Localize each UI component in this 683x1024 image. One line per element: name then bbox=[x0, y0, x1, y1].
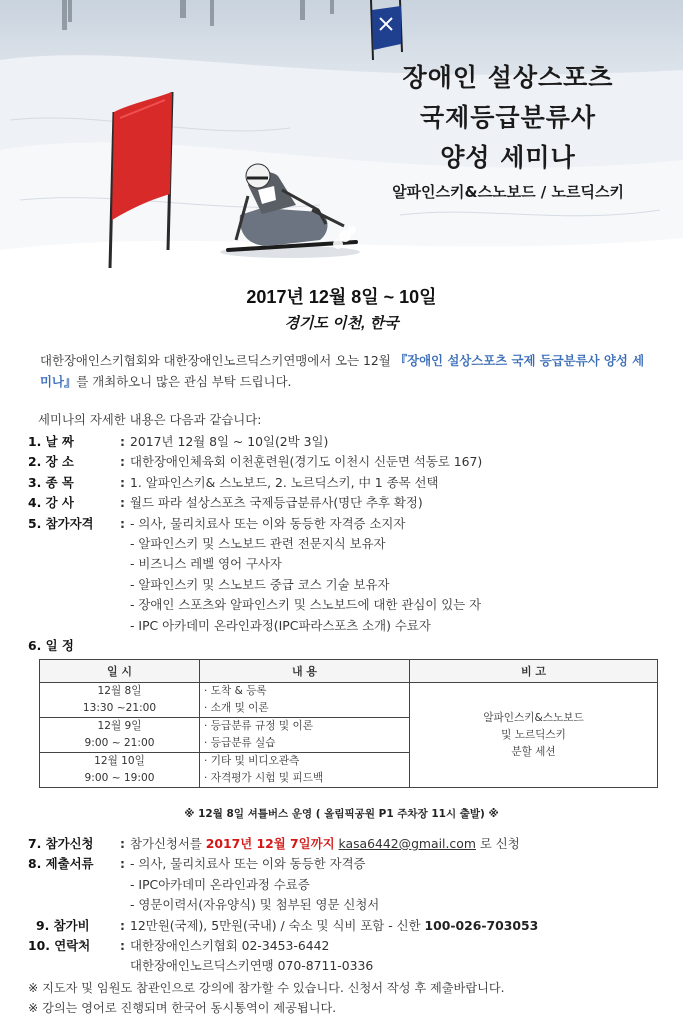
qualification-item: - IPC 아카데미 온라인과정(IPC파라스포츠 소개) 수료자 bbox=[130, 617, 431, 633]
schedule-date: 12월 10일 bbox=[94, 755, 145, 767]
docs-label: 8. 제출서류 bbox=[28, 856, 94, 872]
apply-email-link[interactable]: kasa6442@gmail.com bbox=[338, 836, 476, 851]
detail-value: 월드 파라 설상스포츠 국제등급분류사(명단 추후 확정) bbox=[130, 495, 423, 511]
docs-item: - 영문이력서(자유양식) 및 첨부된 영문 신청서 bbox=[130, 897, 380, 913]
schedule-note-line: 알파인스키&스노보드 bbox=[483, 711, 584, 724]
apply-row: 7. 참가신청 : 참가신청서를 2017년 12월 7일까지 kasa6442@gmail.com 로 신청 bbox=[28, 834, 673, 854]
title-subtitle: 알파인스키&스노보드 / 노르딕스키 bbox=[392, 183, 624, 201]
schedule-header-content: 내 용 bbox=[200, 660, 410, 683]
schedule-datetime bbox=[40, 753, 200, 788]
fee-label: 9. 참가비 bbox=[36, 917, 90, 933]
footnote: ※ 강의는 영어로 진행되며 한국어 동시통역이 제공됩니다. bbox=[28, 1001, 337, 1015]
schedule-note bbox=[410, 683, 658, 788]
detail-label: 4. 강 사 bbox=[28, 495, 74, 511]
apply-deadline: 2017년 12월 7일까지 bbox=[205, 836, 335, 851]
schedule-time: 13:30 ~21:00 bbox=[82, 702, 157, 714]
schedule-content bbox=[200, 718, 410, 753]
schedule-note-line: 및 노르딕스키 bbox=[501, 728, 566, 741]
schedule-content bbox=[200, 753, 410, 788]
event-date: 2017년 12월 8일 ~ 10일 bbox=[246, 287, 437, 307]
qualification-item: - 알파인스키 및 스노보드 중급 코스 기술 보유자 bbox=[130, 576, 390, 592]
qualification-item: - 비즈니스 레벨 영어 구사자 bbox=[130, 556, 282, 572]
application-details bbox=[28, 834, 673, 977]
schedule-header-row bbox=[40, 660, 658, 683]
footnotes bbox=[28, 978, 673, 1018]
schedule-note-line: 분할 세션 bbox=[511, 745, 556, 758]
detail-row-schedule bbox=[28, 636, 668, 656]
contact-line: 대한장애인스키협회 02-3453-6442 bbox=[130, 938, 330, 954]
hero-banner bbox=[0, 0, 683, 280]
intro-text-after: 를 개최하오니 많은 관심 부탁 드립니다. bbox=[76, 374, 292, 389]
schedule-date: 12월 8일 bbox=[97, 685, 142, 697]
detail-label: 2. 장 소 bbox=[28, 454, 74, 470]
detail-label: 6. 일 정 bbox=[28, 638, 74, 654]
seminar-title-block bbox=[363, 58, 653, 206]
qualification-item: - 알파인스키 및 스노보드 관련 전문지식 보유자 bbox=[130, 536, 386, 552]
detail-label: 5. 참가자격 bbox=[28, 515, 94, 531]
intro-paragraph bbox=[40, 350, 655, 392]
schedule-row bbox=[40, 683, 658, 718]
schedule-time: 9:00 ~ 19:00 bbox=[84, 772, 155, 784]
event-place: 경기도 이천, 한국 bbox=[284, 315, 399, 332]
footnote: ※ 지도자 및 임원도 참관인으로 강의에 참가할 수 있습니다. 신청서 작성 후 제출바랍니다. bbox=[28, 981, 505, 995]
detail-row-venue: 2. 장 소 : 대한장애인체육회 이천훈련원(경기도 이천시 신둔면 석동로 167) bbox=[28, 452, 668, 472]
schedule-activity: · 도착 & 등록 bbox=[204, 685, 267, 697]
schedule-content bbox=[200, 683, 410, 718]
schedule-datetime bbox=[40, 683, 200, 718]
docs-row: 8. 제출서류 : - 의사, 물리치료사 또는 이와 동등한 자격증 bbox=[28, 854, 673, 874]
detail-value: 대한장애인체육회 이천훈련원(경기도 이천시 신둔면 석동로 167) bbox=[130, 454, 483, 470]
title-line-3: 양성 세미나 bbox=[440, 143, 576, 172]
title-line-1: 장애인 설상스포츠 bbox=[402, 63, 614, 92]
title-line-2: 국제등급분류사 bbox=[419, 103, 597, 132]
schedule-date: 12월 9일 bbox=[97, 720, 142, 732]
fee-text: 12만원(국제), 5만원(국내) / 숙소 및 식비 포함 - 신한 bbox=[130, 917, 425, 933]
contact-line: 대한장애인노르딕스키연맹 070-8711-0336 bbox=[130, 958, 374, 974]
detail-value: 2017년 12월 8일 ~ 10일(2박 3일) bbox=[130, 434, 329, 449]
details-lead: 세미나의 자세한 내용은 다음과 같습니다: bbox=[38, 412, 262, 427]
qualification-item: - 장애인 스포츠와 알파인스키 및 스노보드에 대한 관심이 있는 자 bbox=[130, 597, 482, 613]
fee-row: 9. 참가비 : 12만원(국제), 5만원(국내) / 숙소 및 식비 포함 - 신한 100-026-703053 bbox=[28, 916, 673, 936]
schedule-header-note: 비 고 bbox=[410, 660, 658, 683]
detail-value: - 의사, 물리치료사 또는 이와 동등한 자격증 소지자 bbox=[130, 515, 406, 531]
detail-value: 1. 알파인스키& 스노보드, 2. 노르딕스키, 中 1 종목 선택 bbox=[130, 474, 439, 490]
detail-label: 1. 날 짜 bbox=[28, 434, 74, 449]
schedule-table bbox=[39, 659, 658, 788]
intro-text-before: 대한장애인스키협회와 대한장애인노르딕스키연맹에서 오는 12월 bbox=[40, 353, 395, 368]
schedule-time: 9:00 ~ 21:00 bbox=[84, 737, 155, 749]
apply-label: 7. 참가신청 bbox=[28, 836, 94, 851]
detail-row-instructor: 4. 강 사 : 월드 파라 설상스포츠 국제등급분류사(명단 추후 확정) bbox=[28, 493, 668, 513]
schedule-activity: · 등급분류 규정 및 이론 bbox=[204, 720, 313, 732]
contact-row: 10. 연락처 : 대한장애인스키협회 02-3453-6442 bbox=[28, 936, 673, 956]
detail-row-date: 1. 날 짜 : 2017년 12월 8일 ~ 10일(2박 3일) bbox=[28, 432, 668, 452]
docs-item: - IPC아카데미 온라인과정 수료증 bbox=[130, 876, 310, 892]
fee-account: 100-026-703053 bbox=[424, 917, 539, 933]
schedule-activity: · 자격평가 시험 및 피드백 bbox=[204, 772, 324, 784]
schedule-header-datetime: 일 시 bbox=[40, 660, 200, 683]
schedule-activity: · 등급분류 실습 bbox=[204, 737, 276, 749]
detail-row-qualification: 5. 참가자격 : - 의사, 물리치료사 또는 이와 동등한 자격증 소지자 bbox=[28, 514, 668, 534]
seminar-details bbox=[28, 432, 668, 656]
contact-label: 10. 연락처 bbox=[28, 938, 91, 954]
intro-seminar-name: 『장애인 설상스포츠 국제 등급분류사 양성 세미나』 bbox=[40, 353, 645, 389]
detail-label: 3. 종 목 bbox=[28, 474, 74, 490]
blue-gate-flag bbox=[371, 0, 402, 60]
shuttle-notice: ※ 12월 8일 셔틀버스 운영 ( 올림픽공원 P1 주차장 11시 출발) ※ bbox=[184, 808, 499, 820]
apply-prefix: 참가신청서를 bbox=[130, 836, 206, 851]
apply-suffix: 로 신청 bbox=[475, 836, 520, 851]
schedule-activity: · 기타 및 비디오관측 bbox=[204, 755, 300, 767]
schedule-activity: · 소개 및 이론 bbox=[204, 702, 269, 714]
detail-row-discipline: 3. 종 목 : 1. 알파인스키& 스노보드, 2. 노르딕스키, 中 1 종목 선택 bbox=[28, 473, 668, 493]
docs-item: - 의사, 물리치료사 또는 이와 동등한 자격증 bbox=[130, 856, 366, 872]
schedule-datetime bbox=[40, 718, 200, 753]
